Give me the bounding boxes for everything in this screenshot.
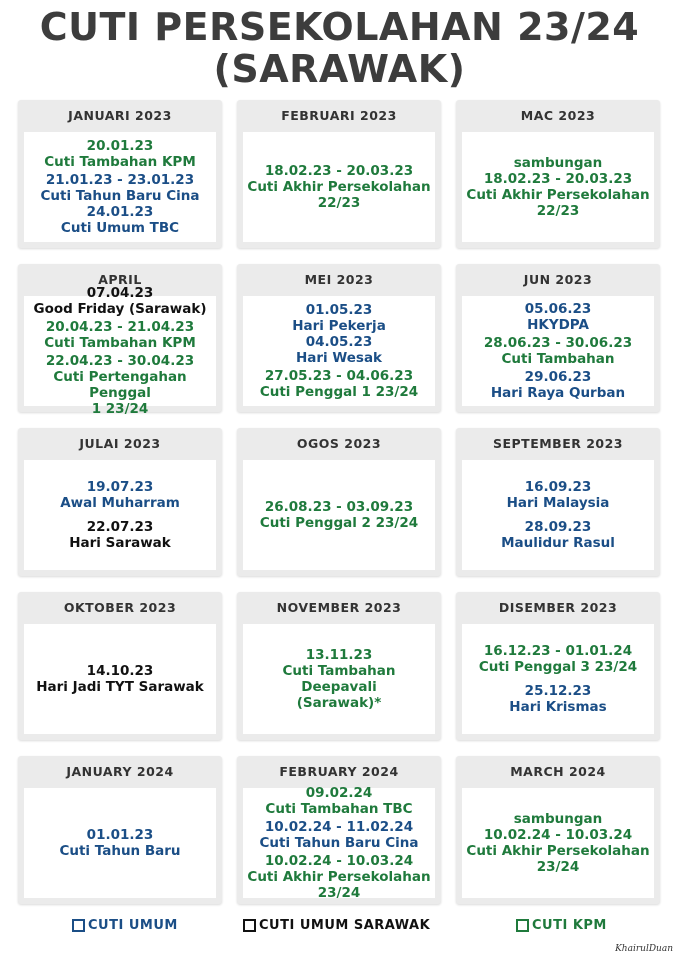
event-text: 18.02.23 - 20.03.23 bbox=[483, 171, 633, 187]
month-header: MAC 2023 bbox=[520, 108, 596, 123]
holiday-event bbox=[60, 479, 180, 511]
holiday-event bbox=[292, 302, 386, 366]
page-title bbox=[0, 6, 679, 90]
holiday-event bbox=[59, 827, 180, 859]
month-card bbox=[456, 428, 660, 576]
event-text: Hari Pekerja bbox=[292, 318, 386, 334]
event-text: Hari Malaysia bbox=[506, 495, 610, 511]
event-text: 09.02.24 bbox=[305, 785, 373, 801]
event-text: 29.06.23 bbox=[524, 369, 592, 385]
legend-label-cuti-umum: CUTI UMUM bbox=[88, 918, 178, 933]
holiday-event bbox=[260, 499, 418, 531]
month-body bbox=[462, 460, 654, 570]
month-body bbox=[243, 132, 435, 242]
month-card bbox=[237, 264, 441, 412]
legend-swatch-cuti-kpm bbox=[516, 919, 529, 932]
event-text: (Sarawak)* bbox=[296, 695, 382, 711]
month-card bbox=[456, 756, 660, 904]
holiday-event bbox=[247, 163, 430, 211]
holiday-event bbox=[525, 301, 592, 333]
event-text: 01.05.23 bbox=[305, 302, 373, 318]
event-text: 23/24 bbox=[317, 885, 361, 901]
holiday-event bbox=[247, 853, 430, 901]
event-text: Hari Wesak bbox=[295, 350, 383, 366]
event-text: sambungan bbox=[513, 155, 603, 171]
month-header: FEBRUARY 2024 bbox=[279, 764, 399, 779]
event-text: 22.04.23 - 30.04.23 bbox=[45, 353, 195, 369]
month-card bbox=[237, 100, 441, 248]
event-text: 28.06.23 - 30.06.23 bbox=[483, 335, 633, 351]
holiday-event bbox=[34, 285, 207, 317]
event-text: Hari Krismas bbox=[509, 699, 607, 715]
legend bbox=[0, 918, 679, 942]
month-card bbox=[18, 264, 222, 417]
holiday-event bbox=[260, 368, 418, 400]
event-text: Cuti Tahun Baru bbox=[59, 843, 181, 859]
event-text: Cuti Penggal 3 23/24 bbox=[478, 659, 638, 675]
event-text: Hari Sarawak bbox=[69, 535, 171, 551]
holiday-event bbox=[24, 353, 216, 417]
month-header: JULAI 2023 bbox=[79, 436, 161, 451]
holiday-event bbox=[507, 479, 610, 511]
month-header: DISEMBER 2023 bbox=[498, 600, 618, 615]
month-header: JUN 2023 bbox=[523, 272, 593, 287]
month-body bbox=[462, 624, 654, 734]
month-header: NOVEMBER 2023 bbox=[276, 600, 402, 615]
event-text: Cuti Akhir Persekolahan bbox=[247, 179, 431, 195]
event-text: 10.02.24 - 10.03.24 bbox=[264, 853, 414, 869]
event-text: 16.12.23 - 01.01.24 bbox=[483, 643, 633, 659]
month-body bbox=[24, 285, 216, 417]
month-body bbox=[24, 788, 216, 898]
month-header: JANUARI 2023 bbox=[68, 108, 172, 123]
event-text: Cuti Tambahan bbox=[501, 351, 615, 367]
event-text: Hari Jadi TYT Sarawak bbox=[36, 679, 204, 695]
month-card bbox=[18, 428, 222, 576]
holiday-event bbox=[44, 319, 196, 351]
event-text: 20.04.23 - 21.04.23 bbox=[45, 319, 195, 335]
month-body bbox=[462, 788, 654, 898]
author-signature: KhairulDuan bbox=[615, 944, 673, 954]
month-header: APRIL bbox=[98, 272, 142, 287]
month-card bbox=[456, 592, 660, 740]
month-card bbox=[456, 264, 660, 412]
holiday-event bbox=[243, 647, 435, 711]
month-body bbox=[243, 624, 435, 734]
holiday-event bbox=[479, 643, 637, 675]
event-text: Cuti Tambahan KPM bbox=[44, 154, 196, 170]
holiday-event bbox=[466, 811, 649, 875]
event-text: Cuti Umum TBC bbox=[60, 220, 180, 236]
event-text: 14.10.23 bbox=[86, 663, 154, 679]
event-text: Cuti Akhir Persekolahan bbox=[466, 187, 650, 203]
event-text: 01.01.23 bbox=[86, 827, 154, 843]
event-text: 10.02.24 - 10.03.24 bbox=[483, 827, 633, 843]
event-text: 22.07.23 bbox=[86, 519, 154, 535]
event-text: Maulidur Rasul bbox=[501, 535, 615, 551]
event-text: 18.02.23 - 20.03.23 bbox=[264, 163, 414, 179]
event-text: Awal Muharram bbox=[60, 495, 180, 511]
holiday-event bbox=[40, 172, 199, 236]
legend-swatch-cuti-umum bbox=[72, 919, 85, 932]
month-card bbox=[237, 756, 441, 904]
month-body bbox=[243, 785, 435, 901]
event-text: 22/23 bbox=[536, 203, 580, 219]
event-text: 07.04.23 bbox=[86, 285, 154, 301]
event-text: Cuti Akhir Persekolahan bbox=[247, 869, 431, 885]
holiday-event bbox=[491, 369, 625, 401]
legend-item-cuti-kpm bbox=[516, 918, 607, 933]
month-card bbox=[18, 100, 222, 248]
event-text: 27.05.23 - 04.06.23 bbox=[264, 368, 414, 384]
event-text: 25.12.23 bbox=[524, 683, 592, 699]
legend-swatch-cuti-umum-sarawak bbox=[243, 919, 256, 932]
event-text: Cuti Penggal 2 23/24 bbox=[259, 515, 419, 531]
month-body bbox=[24, 460, 216, 570]
event-text: Cuti Tambahan KPM bbox=[44, 335, 196, 351]
event-text: sambungan bbox=[513, 811, 603, 827]
event-text: Cuti Tambahan Deepavali bbox=[282, 663, 396, 695]
event-text: Cuti Tambahan TBC bbox=[265, 801, 413, 817]
holiday-event bbox=[466, 155, 649, 219]
event-text: Cuti Tahun Baru Cina bbox=[259, 835, 419, 851]
event-text: 04.05.23 bbox=[305, 334, 373, 350]
calendar-grid bbox=[18, 100, 661, 904]
event-text: Hari Raya Qurban bbox=[490, 385, 626, 401]
event-text: 13.11.23 bbox=[305, 647, 373, 663]
month-header: MEI 2023 bbox=[304, 272, 374, 287]
event-text: 22/23 bbox=[317, 195, 361, 211]
event-text: 1 23/24 bbox=[91, 401, 149, 417]
event-text: 20.01.23 bbox=[86, 138, 154, 154]
event-text: 21.01.23 - 23.01.23 bbox=[45, 172, 195, 188]
month-header: SEPTEMBER 2023 bbox=[492, 436, 624, 451]
event-text: 10.02.24 - 11.02.24 bbox=[264, 819, 414, 835]
holiday-event bbox=[259, 819, 418, 851]
event-text: 16.09.23 bbox=[524, 479, 592, 495]
month-body bbox=[243, 296, 435, 406]
holiday-event bbox=[484, 335, 632, 367]
event-text: 26.08.23 - 03.09.23 bbox=[264, 499, 414, 515]
event-text: Cuti Akhir Persekolahan bbox=[466, 843, 650, 859]
holiday-event bbox=[509, 683, 606, 715]
event-text: Cuti Pertengahan Penggal bbox=[53, 369, 187, 401]
title-line-1: CUTI PERSEKOLAHAN 23/24 bbox=[39, 5, 640, 49]
event-text: HKYDPA bbox=[527, 317, 589, 333]
holiday-event bbox=[265, 785, 412, 817]
holiday-event bbox=[501, 519, 615, 551]
month-body bbox=[24, 624, 216, 734]
month-body bbox=[24, 132, 216, 242]
event-text: 05.06.23 bbox=[524, 301, 592, 317]
month-header: FEBRUARI 2023 bbox=[281, 108, 397, 123]
month-card bbox=[237, 592, 441, 740]
title-line-2: (SARAWAK) bbox=[213, 47, 466, 91]
month-header: OKTOBER 2023 bbox=[63, 600, 177, 615]
month-card bbox=[237, 428, 441, 576]
event-text: 19.07.23 bbox=[86, 479, 154, 495]
event-text: 28.09.23 bbox=[524, 519, 592, 535]
month-card bbox=[18, 592, 222, 740]
event-text: 23/24 bbox=[536, 859, 580, 875]
month-card bbox=[456, 100, 660, 248]
event-text: Good Friday (Sarawak) bbox=[33, 301, 207, 317]
holiday-event bbox=[44, 138, 196, 170]
month-body bbox=[243, 460, 435, 570]
holiday-event bbox=[69, 519, 171, 551]
month-header: OGOS 2023 bbox=[296, 436, 382, 451]
legend-label-cuti-umum-sarawak: CUTI UMUM SARAWAK bbox=[259, 918, 431, 933]
month-body bbox=[462, 296, 654, 406]
month-body bbox=[462, 132, 654, 242]
event-text: Cuti Penggal 1 23/24 bbox=[259, 384, 419, 400]
event-text: Cuti Tahun Baru Cina bbox=[40, 188, 200, 204]
month-header: MARCH 2024 bbox=[510, 764, 606, 779]
legend-item-cuti-umum-sarawak bbox=[243, 918, 430, 933]
month-card bbox=[18, 756, 222, 904]
legend-item-cuti-umum bbox=[72, 918, 178, 933]
legend-label-cuti-kpm: CUTI KPM bbox=[532, 918, 607, 933]
event-text: 24.01.23 bbox=[86, 204, 154, 220]
holiday-event bbox=[36, 663, 204, 695]
month-header: JANUARY 2024 bbox=[66, 764, 174, 779]
